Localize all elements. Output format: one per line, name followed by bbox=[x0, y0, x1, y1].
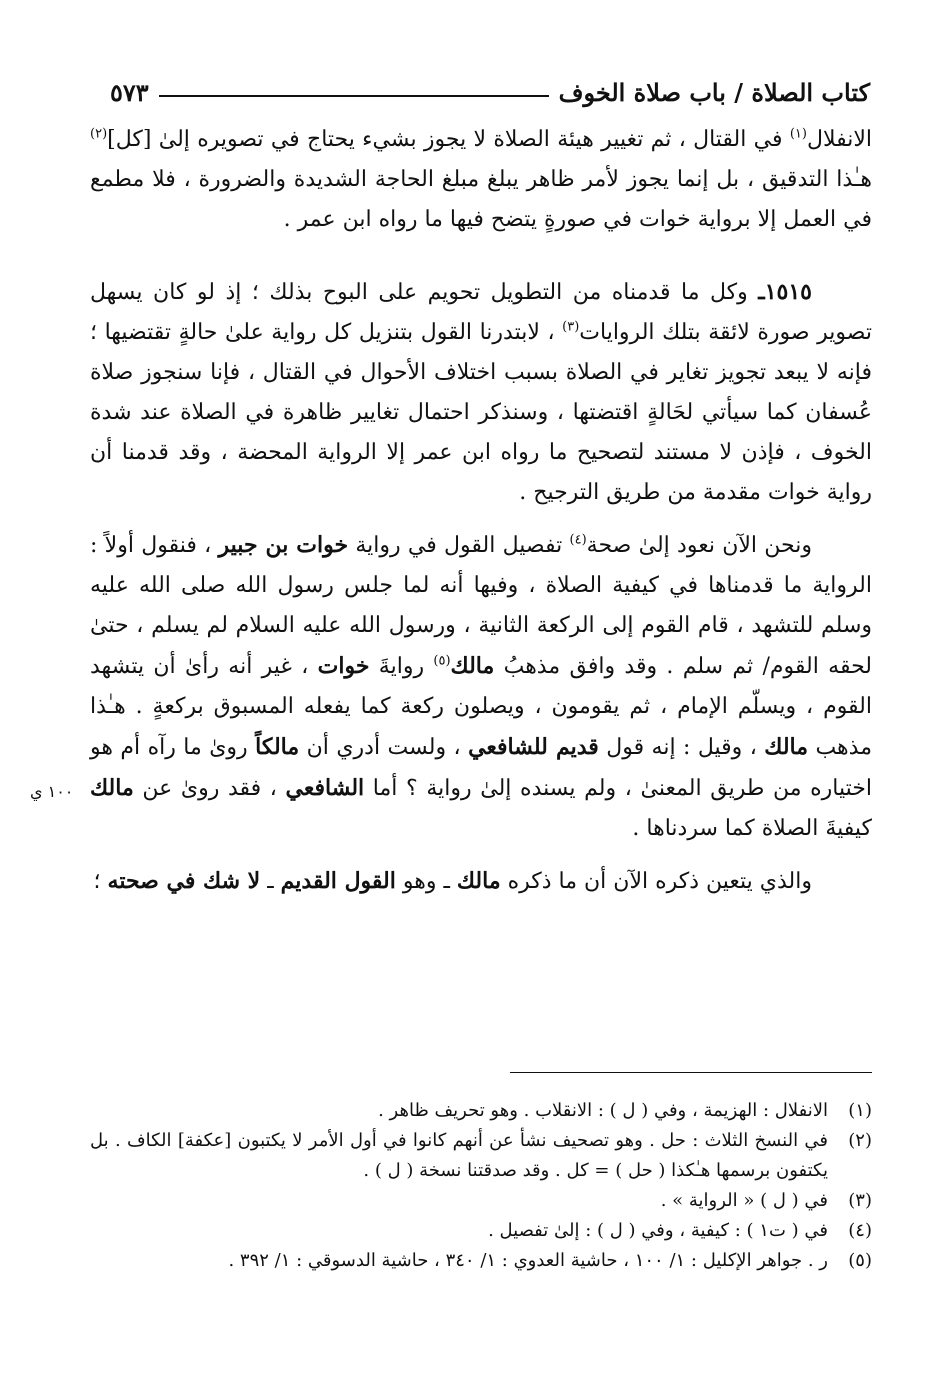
footnote bbox=[90, 1186, 872, 1216]
text-run: والذي يتعين ذكره الآن أن ما ذكره bbox=[500, 869, 812, 894]
footnote-text: في ( ت١ ) : كيفية ، وفي ( ل ) : إلىٰ تفصيل . bbox=[488, 1220, 828, 1241]
footnote-number: (٤) bbox=[848, 1220, 872, 1241]
text-run: ونحن الآن نعود إلىٰ صحة bbox=[586, 533, 813, 558]
main-text bbox=[90, 120, 872, 902]
bold-name: مالك bbox=[456, 868, 501, 894]
footnote bbox=[90, 1216, 872, 1246]
text-run: ؛ bbox=[93, 869, 108, 894]
text-run: الانفلال bbox=[806, 127, 872, 152]
page-number: ٥٧٣ bbox=[110, 77, 149, 107]
footnote bbox=[90, 1096, 872, 1126]
text-run: ، ولست أدري أن bbox=[299, 735, 469, 760]
footnote-text: في ( ل ) « الرواية » . bbox=[660, 1190, 828, 1211]
text-run: ، غير أنه رأىٰ أن يتشهد القوم ، ويسلّم الإمام ، ثم يقومون ، ويصلون ركعة كما يفعله المسبوق بركعةٍ . هـٰذا مذهب bbox=[90, 654, 872, 760]
paragraph-4 bbox=[90, 861, 872, 902]
chapter-title: كتاب الصلاة / باب صلاة الخوف bbox=[558, 77, 870, 107]
header-rule bbox=[159, 95, 549, 97]
margin-manuscript-ref: ١٠٠ ي bbox=[30, 782, 74, 801]
footnote-ref-3: (٣) bbox=[562, 319, 580, 335]
text-run: ـ وهو bbox=[395, 869, 457, 894]
bold-name: خوات bbox=[317, 653, 370, 679]
text-run: روايةَ bbox=[369, 654, 434, 679]
bold-name: مالك bbox=[90, 775, 134, 801]
footnote-number: (٣) bbox=[848, 1190, 872, 1211]
footnote-ref-4: (٤) bbox=[569, 532, 587, 548]
footnotes bbox=[90, 1096, 872, 1276]
footnote-separator bbox=[510, 1072, 872, 1073]
footnote-ref-1: (١) bbox=[789, 126, 807, 142]
bold-name: مالكاً bbox=[255, 734, 300, 760]
bold-phrase: القول القديم bbox=[280, 868, 396, 894]
footnote-number: (١) bbox=[848, 1100, 872, 1121]
footnote-ref-2: (٢) bbox=[90, 126, 108, 142]
text-run: ، وقيل : إنه قول bbox=[598, 735, 765, 760]
text-run: وكل ما قدمناه من التطويل تحويم على البوح بذلك ؛ إذ لو كان يسهل تصوير صورة لائقة بتلك الروايات bbox=[90, 280, 872, 345]
bold-name: مالك bbox=[764, 734, 809, 760]
text-run: روىٰ ما رآه أم هو اختياره من طريق المعنىٰ ، ولم يسنده إلىٰ رواية ؟ أما bbox=[90, 735, 872, 801]
text-run: كيفيةَ الصلاة كما سردناها . bbox=[632, 816, 872, 841]
paragraph-3 bbox=[90, 525, 872, 849]
bold-phrase: لا شك في صحته bbox=[107, 868, 261, 894]
paragraph-number: ١٥١٥ـ bbox=[758, 279, 812, 305]
bold-name: الشافعي bbox=[285, 775, 365, 801]
text-run: في القتال ، ثم تغيير هيئة الصلاة لا يجوز بشيء يحتاج في تصويره إلىٰ [كل] bbox=[107, 127, 790, 152]
footnote-text: في النسخ الثلاث : حل . وهو تصحيف نشأ عن أنهم كانوا في أول الأمر لا يكتبون [عكفة] الكاف . بل يكتفون برسمها هـٰكذا ( حل ) = كل . وقد صدقتنا نسخة ( ل ) . bbox=[90, 1130, 828, 1181]
bold-name: قديم للشافعي bbox=[468, 734, 599, 760]
paragraph-1 bbox=[90, 120, 872, 240]
footnote-text: ر . جواهر الإكليل : ١/ ١٠٠ ، حاشية العدوي : ١/ ٣٤٠ ، حاشية الدسوقي : ١/ ٣٩٢ . bbox=[228, 1250, 828, 1271]
bold-name: مالك bbox=[450, 653, 495, 679]
footnote-number: (٥) bbox=[848, 1250, 872, 1271]
text-run: ، لابتدرنا القول بتنزيل كل رواية علىٰ حالةٍ تقتضيها ؛ فإنه لا يبعد تجويز تغاير في الصلاة بسبب اختلاف الأحوال في القتال ، فإنا سنجوز صلاة عُسفان كما سيأتي لحَالةٍ اقتضتها ، وسنذكر احتمال تغايير ظاهرة في الصلاة عند شدة الخوف ، فإذن لا مستند لتصحيح ما رواه ابن عمر إلا الرواية المحضة ، وقد قدمنا أن رواية خوات مقدمة من طريق الترجيح . bbox=[90, 320, 872, 505]
text-run: تفصيل القول في رواية bbox=[348, 533, 570, 558]
footnote-number: (٢) bbox=[848, 1130, 872, 1151]
text-run: هـٰذا التدقيق ، بل إنما يجوز لأمر ظاهر يبلغ مبلغ الحاجة الشديدة والضرورة ، فلا مطمع في العمل إلا برواية خوات في صورةٍ يتضح فيها ما رواه ابن عمر . bbox=[90, 167, 872, 232]
text-run: ، فقد روىٰ عن bbox=[133, 776, 286, 801]
footnote bbox=[90, 1126, 872, 1186]
bold-name: خوات بن جبير bbox=[218, 532, 349, 558]
footnote-ref-5: (٥) bbox=[433, 653, 451, 669]
paragraph-1515 bbox=[90, 272, 872, 513]
footnote bbox=[90, 1246, 872, 1276]
text-run: ـ bbox=[260, 869, 281, 894]
running-header bbox=[110, 72, 870, 112]
footnote-text: الانفلال : الهزيمة ، وفي ( ل ) : الانقلاب . وهو تحريف ظاهر . bbox=[378, 1100, 828, 1121]
text-run: ، فنقول أولاً : الرواية ما قدمناها في كيفية الصلاة ، وفيها أنه لما جلس رسول الله صلى الله عليه وسلم للتشهد ، قام القوم إلى الركعة الثانية ، ورسول الله عليه السلام لم يسلم ، حتىٰ لحقه القوم/ ثم سلم . وقد وافق مذهبُ bbox=[90, 533, 872, 679]
